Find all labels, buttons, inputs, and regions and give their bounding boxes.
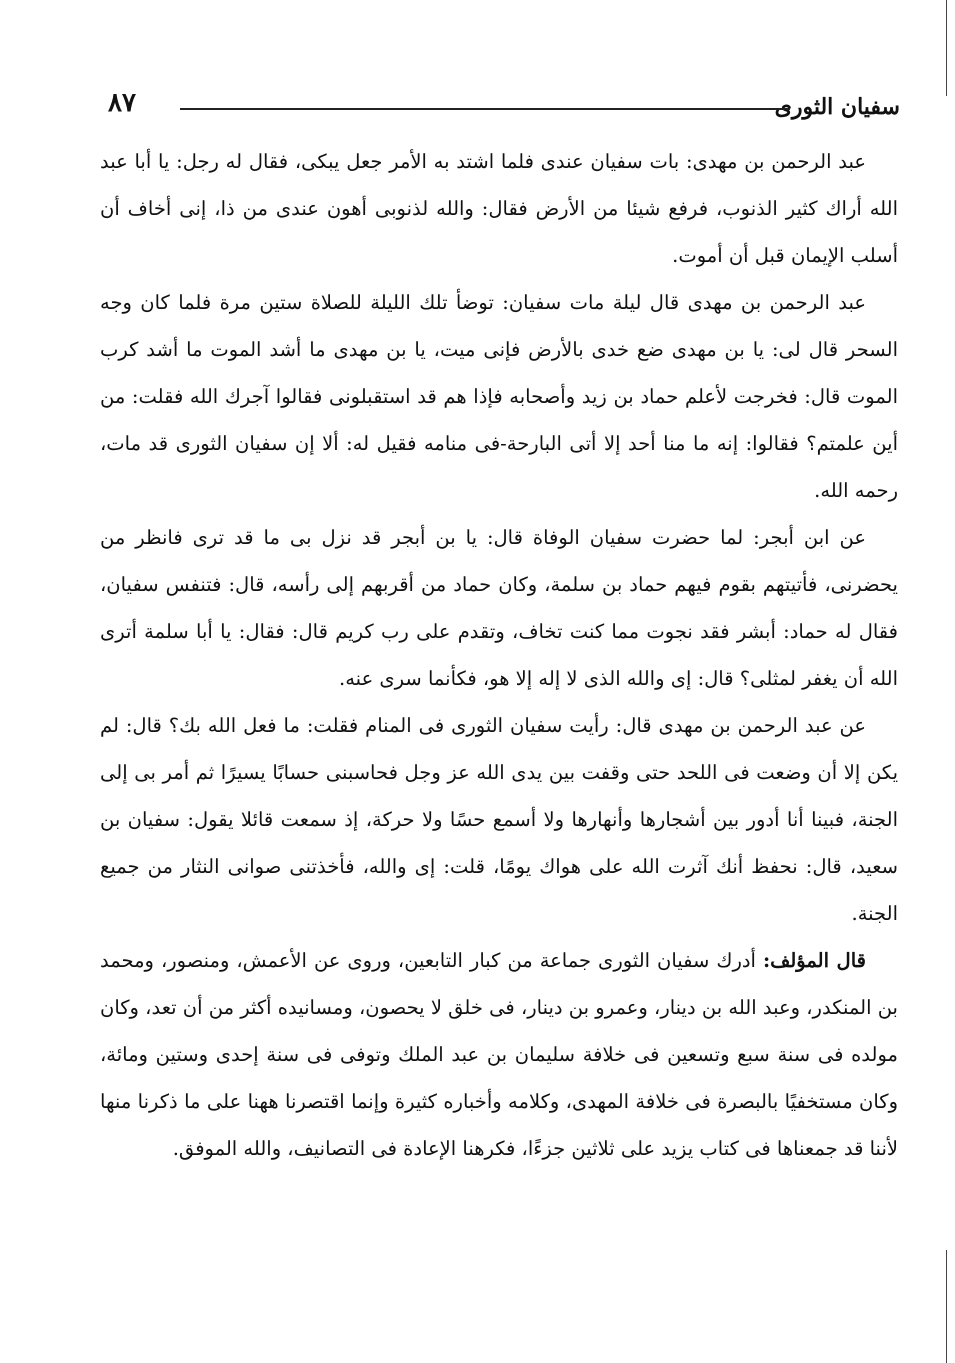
paragraph-3: عن ابن أبجر: لما حضرت سفيان الوفاة قال: يا بن أبجر قد نزل بى ما قد ترى فانظر من يحضرنى، فأتيتهم بقوم فيهم حماد بن سلمة، وكان حماد من أقربهم إلى رأسه، قال: فتنفس سفيان، فقال له حماد: أبشر فقد نجوت مما كنت تخاف، وتقدم على رب كريم قال: فقال: يا أبا سلمة أترى الله أن يغفر لمثلى؟ قال: إى والله الذى لا إله إلا هو، فكأنما سرى عنه. — [100, 526, 898, 690]
scan-edge-line-bottom — [946, 1250, 947, 1363]
paragraph-1: عبد الرحمن بن مهدى: بات سفيان عندى فلما اشتد به الأمر جعل يبكى، فقال له رجل: يا أبا عبد الله أراك كثير الذنوب، فرفع شيئا من الأرض فقال: والله لذنوبى أهون عندى من ذا، إنى أخاف أن أسلب الإيمان قبل أن أموت. — [100, 150, 898, 267]
author-note-paragraph — [100, 937, 898, 1172]
paragraph-4: عن عبد الرحمن بن مهدى قال: رأيت سفيان الثورى فى المنام فقلت: ما فعل الله بك؟ قال: لم يكن إلا أن وضعت فى اللحد حتى وقفت بين يدى الله عز وجل فحاسبنى حسابًا يسيرًا ثم أمر بى إلى الجنة، فبينا أنا أدور بين أشجارها وأنهارها ولا أسمع حسًا ولا حركة، إذ سمعت قائلا يقول: سفيان بن سعيد، قال: نحفظ أنك آثرت الله على هواك يومًا، قلت: إى والله، فأخذتنى صوانى النثار من جميع الجنة. — [100, 714, 898, 925]
scan-edge-line-top — [946, 0, 947, 96]
page-number: ٨٧ — [108, 88, 136, 118]
header-rule — [180, 108, 790, 110]
page-body — [100, 138, 898, 1172]
running-header — [100, 88, 900, 128]
paragraph-2: عبد الرحمن بن مهدى قال ليلة مات سفيان: توضأ تلك الليلة للصلاة ستين مرة فلما كان وجه السحر قال لى: يا بن مهدى ضع خدى بالأرض فإنى ميت، يا بن مهدى ما أشد الموت ما أشد كرب الموت قال: فخرجت لأعلم حماد بن زيد وأصحابه فإذا هم قد استقبلونى فقالوا آجرك الله فقلت: من أين علمتم؟ فقالوا: إنه ما منا أحد إلا أتى البارحة-فى منامه فقيل له: ألا إن سفيان الثورى قد مات، رحمه الله. — [100, 291, 898, 502]
running-header-title: سفيان الثورى — [774, 94, 900, 120]
author-note-text: أدرك سفيان الثورى جماعة من كبار التابعين، وروى عن الأعمش، ومنصور، ومحمد بن المنكدر، وعبد الله بن دينار، وعمرو بن دينار، فى خلق لا يحصون، ومسانيده أكثر من أن تعد، وكان مولده فى سنة سبع وتسعين فى خلافة سليمان بن عبد الملك وتوفى فى سنة إحدى وستين ومائة، وكان مستخفيًا بالبصرة فى خلافة المهدى، وكلامه وأخباره كثيرة وإنما اقتصرنا ههنا على ما ذكرنا منها لأننا قد جمعناها فى كتاب يزيد على ثلاثين جزءًا، فكرهنا الإعادة فى التصانيف، والله الموفق. — [100, 949, 898, 1160]
author-note-label: قال المؤلف: — [762, 949, 866, 972]
